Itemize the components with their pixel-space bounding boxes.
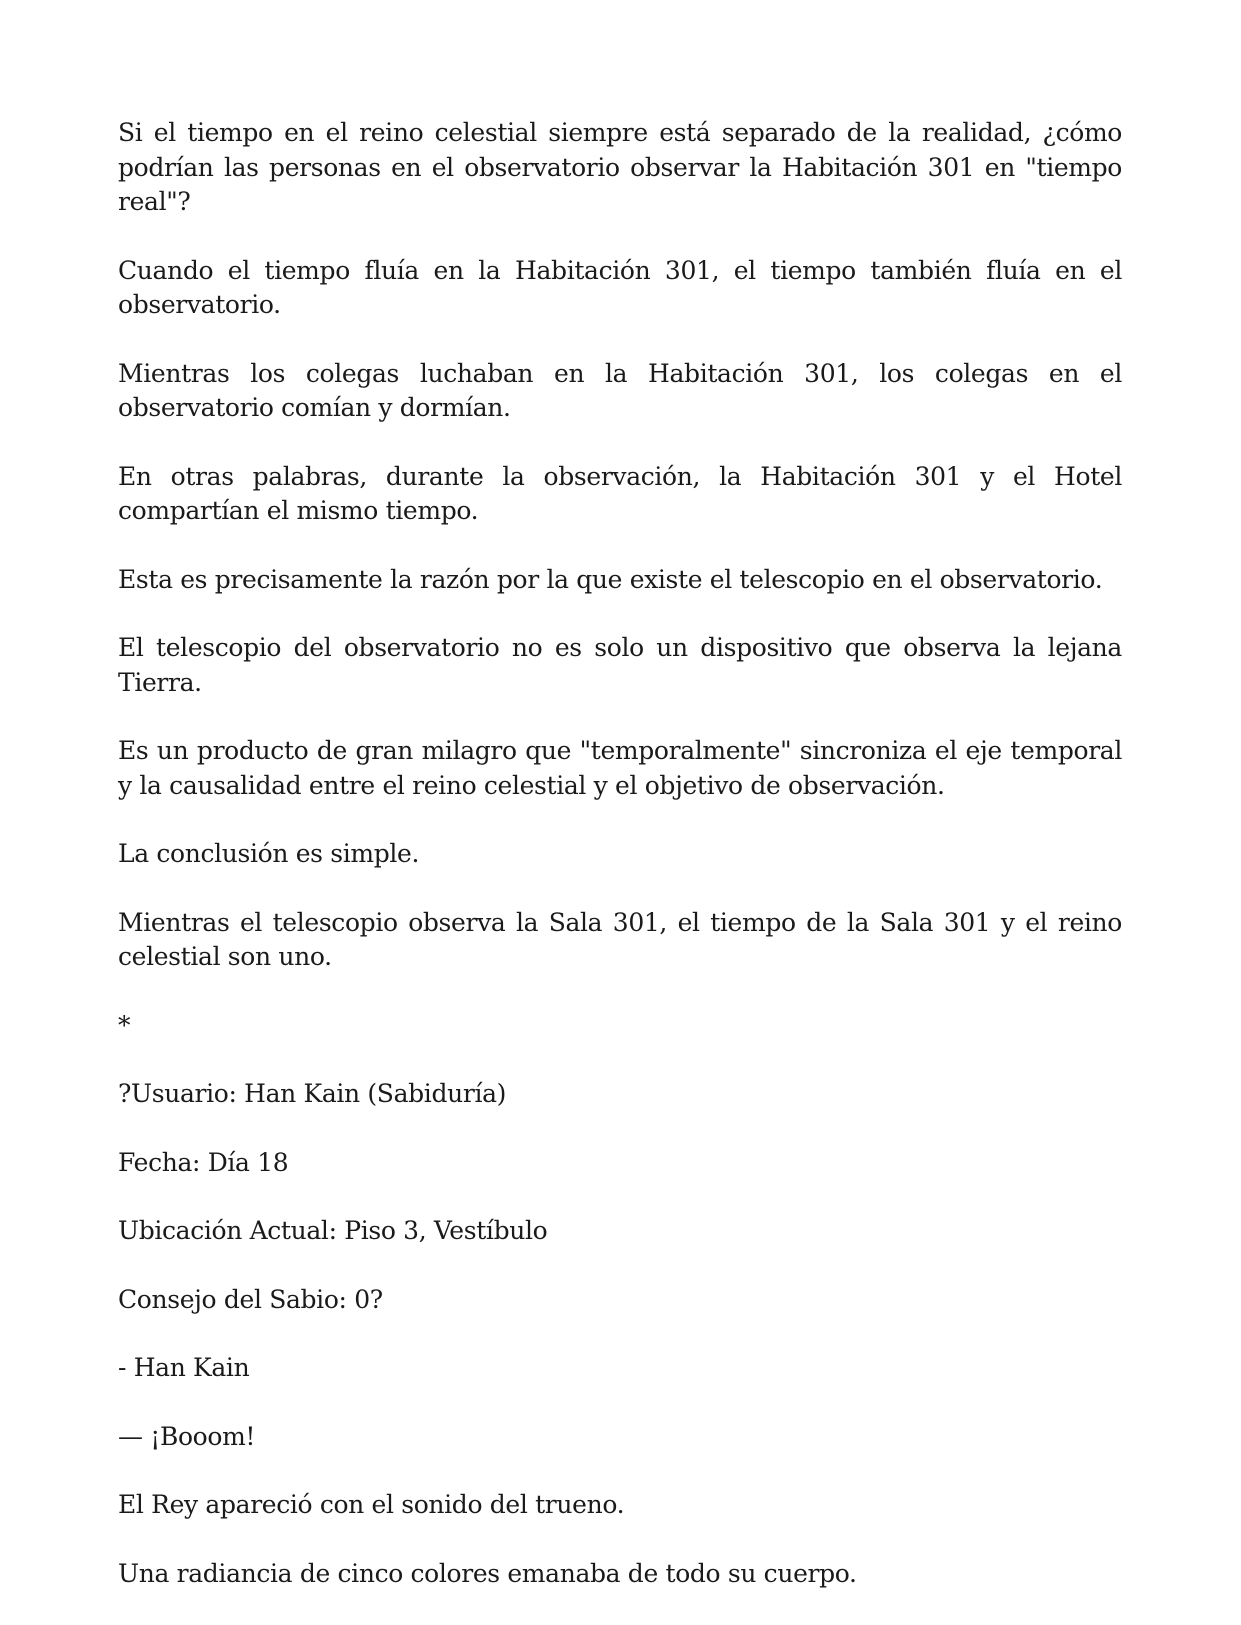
signature-line: - Han Kain — [118, 1353, 250, 1382]
paragraph-8: La conclusión es simple. — [118, 839, 420, 868]
document-body — [118, 116, 1122, 1625]
paragraph-5: Esta es precisamente la razón por la que existe el telescopio en el observatorio. — [118, 564, 1103, 594]
status-date-line: Fecha: Día 18 — [118, 1147, 289, 1177]
paragraph-9: Mientras el telescopio observa la Sala 301, el tiempo de la Sala 301 y el reino celestial son uno. — [118, 907, 1122, 971]
status-user-line: ?Usuario: Han Kain (Sabiduría) — [118, 1079, 507, 1108]
paragraph-1: Si el tiempo en el reino celestial siempre está separado de la realidad, ¿cómo podrían las personas en el observatorio observar la Habitación 301 en "tiempo real"? — [118, 118, 1122, 216]
paragraph-4: En otras palabras, durante la observación, la Habitación 301 y el Hotel compartían el mismo tiempo. — [118, 461, 1122, 525]
paragraph-2: Cuando el tiempo fluía en la Habitación 301, el tiempo también fluía en el observatorio. — [118, 255, 1122, 319]
paragraph-6: El telescopio del observatorio no es solo un dispositivo que observa la lejana Tierra. — [118, 633, 1122, 697]
paragraph-radiance: Una radiancia de cinco colores emanaba de todo su cuerpo. — [118, 1558, 857, 1588]
sound-effect-line: — ¡Booom! — [118, 1421, 256, 1451]
status-location-line: Ubicación Actual: Piso 3, Vestíbulo — [118, 1216, 548, 1245]
paragraph-king-appears: El Rey apareció con el sonido del trueno. — [118, 1490, 625, 1519]
paragraph-3: Mientras los colegas luchaban en la Habitación 301, los colegas en el observatorio comían y dormían. — [118, 358, 1122, 422]
status-advice-line: Consejo del Sabio: 0? — [118, 1284, 383, 1314]
scene-break: * — [118, 1010, 131, 1040]
paragraph-7: Es un producto de gran milagro que "temporalmente" sincroniza el eje temporal y la causalidad entre el reino celestial y el objetivo de observación. — [118, 736, 1122, 800]
